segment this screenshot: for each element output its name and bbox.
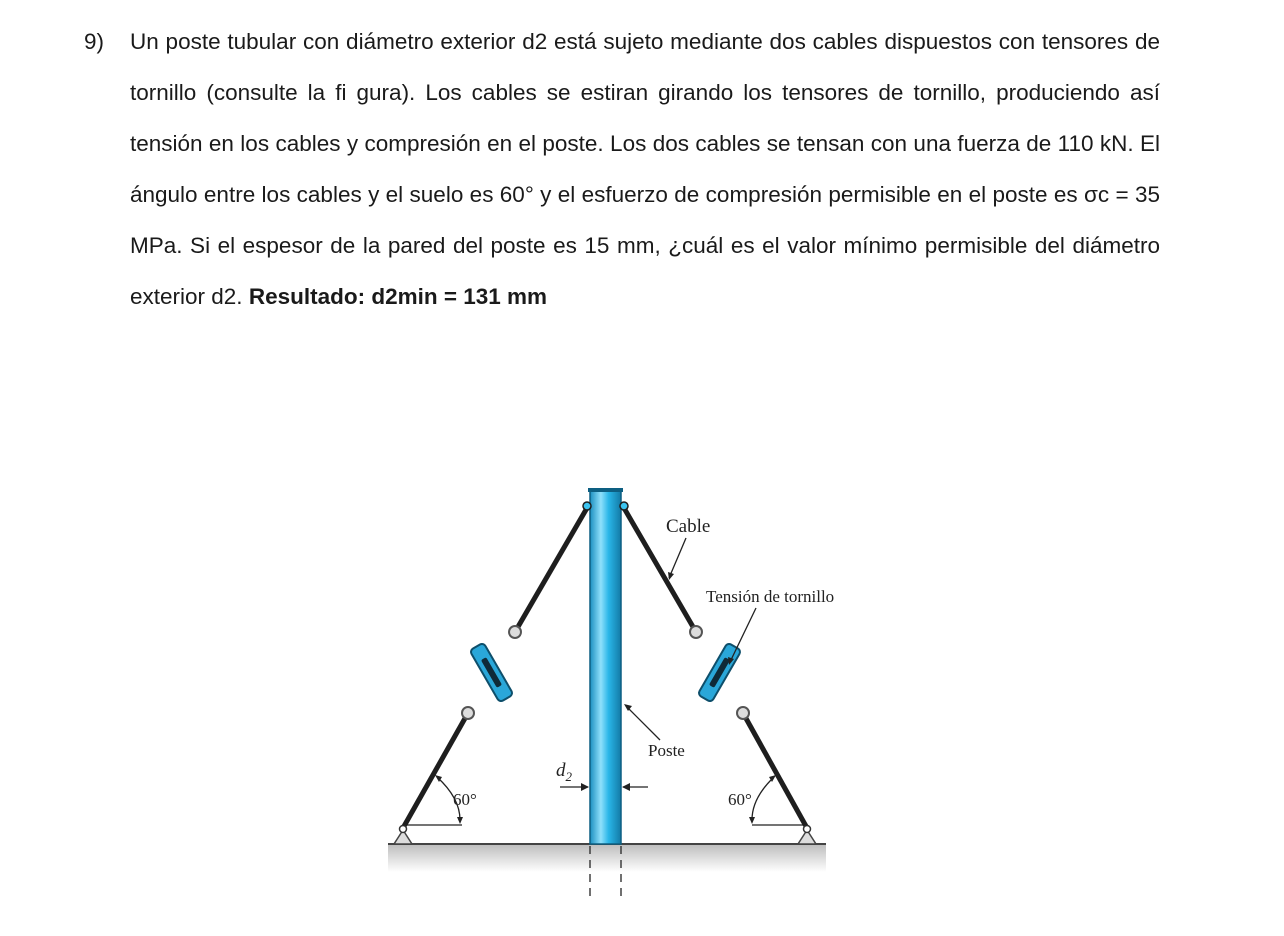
right-anchor: [798, 826, 816, 845]
left-turnbuckle: [462, 626, 521, 719]
post-cap: [588, 488, 623, 492]
diameter-arrowhead-left: [581, 783, 589, 791]
turnbuckle-leader: [730, 608, 756, 662]
left-cable-upper: [515, 508, 587, 632]
post-leader: [626, 706, 660, 740]
cropped-heading-fragment: [500, 0, 900, 4]
problem-text: Un poste tubular con diámetro exterior d2 está sujeto mediante dos cables dispuestos con tensores de tornillo (consulte la fi gura). Los cables se estiran girando los tensores de tornillo, produciendo así tensión en los cables y compresión en el poste. Los dos cables se tensan con una fuerza de 110 kN. El ángulo entre los cables y el suelo es 60° y el esfuerzo de compresión permisible en el poste es σc = 35 MPa. Si el espesor de la pared del poste es 15 mm, ¿cuál es el valor mínimo permisible del diámetro exterior d2.: [130, 29, 1160, 309]
right-angle-arrow-bottom: [749, 817, 755, 824]
figure-guyed-post: [380, 480, 880, 910]
left-anchor: [394, 826, 412, 845]
right-angle-label: 60°: [728, 790, 752, 809]
problem-number: 9): [84, 29, 105, 54]
right-cable-attachment: [620, 502, 628, 510]
diameter-label: $d_2$: [556, 760, 572, 784]
left-angle-label: 60°: [453, 790, 477, 809]
left-cable-attachment: [583, 502, 591, 510]
ground: [388, 844, 826, 872]
post: [590, 490, 621, 844]
turnbuckle-label: Tensión de tornillo: [706, 587, 835, 606]
post-label: Poste: [648, 741, 685, 760]
problem-statement: [84, 16, 1160, 322]
cable-leader: [669, 538, 686, 578]
diameter-arrowhead-right: [622, 783, 630, 791]
left-angle-arrow-bottom: [457, 817, 463, 824]
left-cable-lower: [403, 713, 468, 828]
cable-leader-arrow: [668, 572, 674, 580]
right-angle-arc: [752, 777, 774, 820]
problem-result: Resultado: d2min = 131 mm: [248, 284, 548, 309]
cable-label: Cable: [666, 516, 711, 537]
problem-body: [130, 16, 1160, 322]
